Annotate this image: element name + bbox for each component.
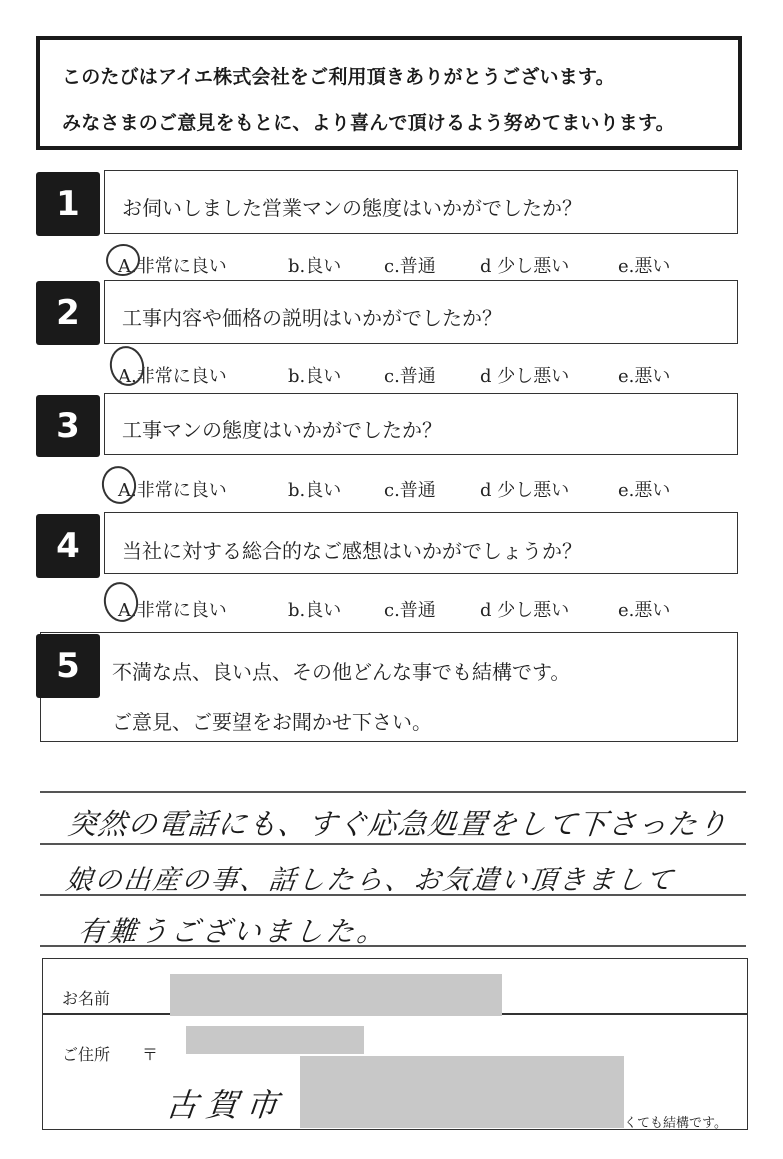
question-3-number: 3 [36, 395, 100, 457]
name-redaction [170, 974, 502, 1016]
header-line-2: みなさまのご意見をもとに、より喜んで頂けるよう努めてまいります。 [62, 112, 675, 134]
header-line-1: このたびはアイエ株式会社をご利用頂きありがとうございます。 [62, 66, 615, 88]
address-redaction [300, 1056, 624, 1128]
option-a[interactable]: A.非常に良い [118, 366, 227, 387]
city-handwritten: 古賀市 [163, 1086, 288, 1124]
question-5-line-2: ご意見、ご要望をお聞かせ下さい。 [112, 710, 432, 734]
question-1-number: 1 [36, 172, 100, 236]
option-a[interactable]: A.非常に良い [118, 256, 227, 277]
question-4-text: 当社に対する総合的なご感想はいかがでしょうか？ [122, 539, 582, 563]
question-2-number: 2 [36, 281, 100, 345]
option-a[interactable]: A.非常に良い [118, 600, 227, 621]
option-c[interactable]: c.普通 [384, 366, 436, 387]
writing-line [40, 843, 746, 845]
option-d[interactable]: d 少し悪い [480, 480, 570, 501]
name-label: お名前 [62, 989, 111, 1008]
option-c[interactable]: c.普通 [384, 600, 436, 621]
option-b[interactable]: b.良い [288, 366, 342, 387]
option-e[interactable]: e.悪い [618, 480, 671, 501]
option-a[interactable]: A.非常に良い [118, 480, 227, 501]
option-b[interactable]: b.良い [288, 256, 342, 277]
footer-note: くても結構です。 [624, 1116, 727, 1131]
option-d[interactable]: d 少し悪い [480, 256, 570, 277]
handwritten-line-3: 有難うございました。 [76, 915, 390, 948]
option-b[interactable]: b.良い [288, 600, 342, 621]
address-label: ご住所 [62, 1045, 111, 1064]
question-5-line-1: 不満な点、良い点、その他どんな事でも結構です。 [112, 660, 571, 684]
question-2-text: 工事内容や価格の説明はいかがでしたか？ [122, 306, 502, 330]
writing-line [40, 791, 746, 793]
option-e[interactable]: e.悪い [618, 600, 671, 621]
option-d[interactable]: d 少し悪い [480, 366, 570, 387]
question-5-number: 5 [36, 634, 100, 698]
option-b[interactable]: b.良い [288, 480, 342, 501]
postal-code-redaction [186, 1026, 364, 1054]
question-3-text: 工事マンの態度はいかがでしたか？ [122, 418, 442, 442]
option-d[interactable]: d 少し悪い [480, 600, 570, 621]
option-e[interactable]: e.悪い [618, 366, 671, 387]
question-4-number: 4 [36, 514, 100, 578]
option-c[interactable]: c.普通 [384, 480, 436, 501]
handwritten-line-2: 娘の出産の事、話したら、お気遣い頂きまして [64, 865, 677, 896]
option-e[interactable]: e.悪い [618, 256, 671, 277]
header-box [36, 36, 742, 150]
question-1-text: お伺いしました営業マンの態度はいかがでしたか？ [122, 196, 582, 220]
option-c[interactable]: c.普通 [384, 256, 436, 277]
handwritten-line-1: 突然の電話にも、すぐ応急処置をして下さったり [66, 807, 730, 841]
postal-mark: 〒 [142, 1045, 159, 1064]
